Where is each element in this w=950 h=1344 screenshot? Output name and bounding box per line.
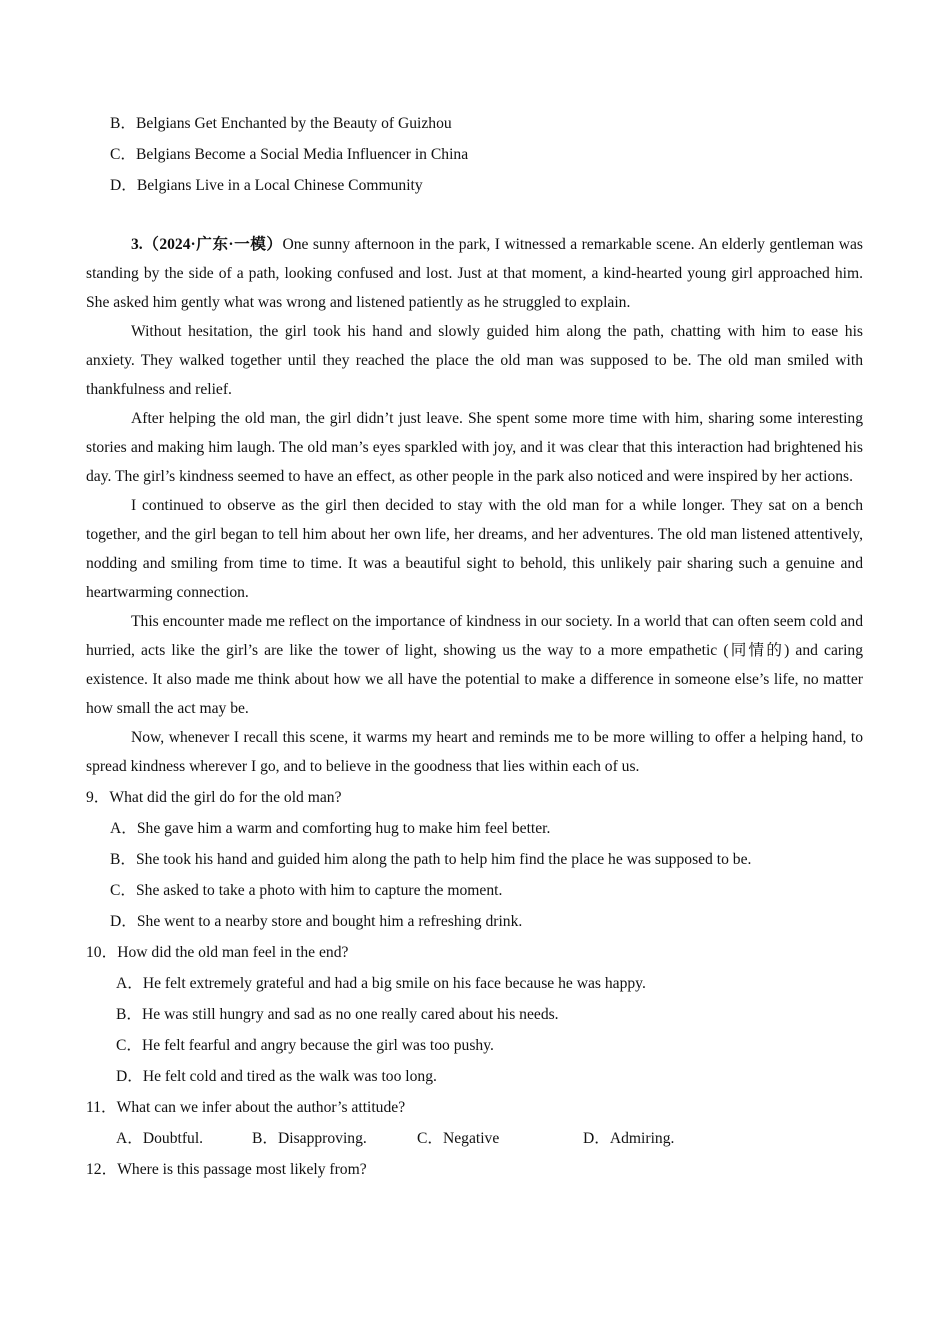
- option-c: C．She asked to take a photo with him to capture the moment.: [110, 882, 503, 899]
- passage-paragraph-4: I continued to observe as the girl then decided to stay with the old man for a while longer. They sat on a bench together, and the girl began to tell him about her own life, her dreams, and her adventures. The old man listened attentively, nodding and smiling from time to time. It was a beautiful sight to behold, this unlikely pair sharing such a genuine and heartwarming connection.: [86, 497, 863, 601]
- passage-paragraph-2: Without hesitation, the girl took his hand and slowly guided him along the path, chatting with him to ease his anxiety. They walked together until they reached the place the old man was supposed to be. The old man smiled with thankfulness and relief.: [86, 323, 863, 398]
- option-b: B．Belgians Get Enchanted by the Beauty of Guizhou: [110, 115, 452, 132]
- spacer: [86, 201, 863, 230]
- options-row: [86, 1123, 863, 1154]
- previous-question-options: [86, 108, 863, 201]
- option-d: D．He felt cold and tired as the walk was too long.: [116, 1068, 437, 1085]
- option-b: B．He was still hungry and sad as no one really cared about his needs.: [116, 1006, 559, 1023]
- passage-paragraph-5: This encounter made me reflect on the importance of kindness in our society. In a world that can often seem cold and hurried, acts like the girl’s are like the tower of light, showing us the way to a more empathetic (同情的) and caring existence. It also made me think about how we all have the potential to make a difference in someone else’s life, no matter how small the act may be.: [86, 613, 863, 717]
- option-a: A．He felt extremely grateful and had a big smile on his face because he was happy.: [116, 975, 646, 992]
- option-a: A．She gave him a warm and comforting hug to make him feel better.: [110, 820, 551, 837]
- question-11: [86, 1092, 863, 1154]
- option-c: C．Belgians Become a Social Media Influencer in China: [110, 146, 469, 163]
- question-12: [86, 1154, 863, 1185]
- document-page: [86, 108, 863, 1185]
- question-stem: 10．How did the old man feel in the end?: [86, 944, 349, 961]
- question-stem: 11．What can we infer about the author’s attitude?: [86, 1099, 406, 1116]
- question-9: [86, 782, 863, 937]
- passage-heading: 3.（2024·广东·一模）: [131, 236, 283, 253]
- option-c: C．Negative: [417, 1130, 500, 1147]
- question-stem: 12．Where is this passage most likely from?: [86, 1161, 367, 1178]
- passage-paragraph-6: Now, whenever I recall this scene, it warms my heart and reminds me to be more willing to offer a helping hand, to spread kindness wherever I go, and to believe in the goodness that lies within each of us.: [86, 729, 863, 775]
- reading-passage: [86, 230, 863, 781]
- question-10: [86, 937, 863, 1092]
- option-d: D．Admiring.: [583, 1130, 675, 1147]
- question-stem: 9．What did the girl do for the old man?: [86, 789, 342, 806]
- option-c: C．He felt fearful and angry because the girl was too pushy.: [116, 1037, 494, 1054]
- option-d: D．Belgians Live in a Local Chinese Community: [110, 177, 423, 194]
- option-b: B．She took his hand and guided him along the path to help him find the place he was supposed to be.: [110, 851, 752, 868]
- option-d: D．She went to a nearby store and bought him a refreshing drink.: [110, 913, 523, 930]
- passage-paragraph-1: 3.（2024·广东·一模）One sunny afternoon in the park, I witnessed a remarkable scene. An elderly gentleman was standing by the side of a path, looking confused and lost. Just at that moment, a kind-hearted young girl approached him. She asked him gently what was wrong and listened patiently as he struggled to explain.: [86, 236, 863, 311]
- passage-paragraph-3: After helping the old man, the girl didn’t just leave. She spent some more time with him, sharing some interesting stories and making him laugh. The old man’s eyes sparkled with joy, and it was clear that this interaction had brightened his day. The girl’s kindness seemed to have an effect, as other people in the park also noticed and were inspired by her actions.: [86, 410, 863, 485]
- option-b: B．Disapproving.: [252, 1130, 367, 1147]
- option-a: A．Doubtful.: [116, 1130, 204, 1147]
